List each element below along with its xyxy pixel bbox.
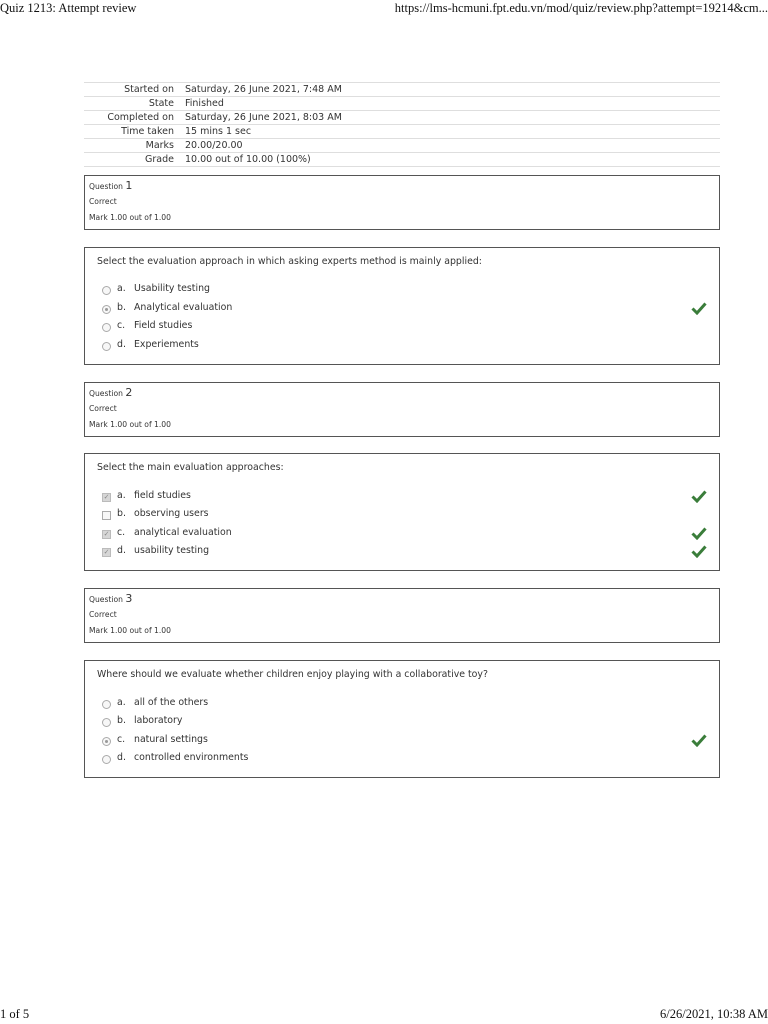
question-state: Correct bbox=[89, 610, 117, 619]
summary-value: 10.00 out of 10.00 (100%) bbox=[185, 153, 720, 167]
option-text: Usability testing bbox=[134, 283, 210, 294]
radio-button-selected[interactable] bbox=[102, 737, 111, 746]
radio-button[interactable] bbox=[102, 700, 111, 709]
question-2-content bbox=[84, 453, 720, 571]
summary-value: 20.00/20.00 bbox=[185, 139, 720, 153]
summary-value: Finished bbox=[185, 97, 720, 111]
option-text: observing users bbox=[134, 508, 209, 519]
answer-option[interactable] bbox=[102, 490, 707, 504]
print-footer bbox=[0, 1007, 768, 1023]
question-1-content bbox=[84, 247, 720, 365]
question-label: Question bbox=[89, 595, 123, 604]
question-prompt: Select the evaluation approach in which asking experts method is mainly applied: bbox=[97, 256, 482, 267]
question-number-value: 1 bbox=[125, 179, 133, 192]
answer-option[interactable] bbox=[102, 339, 707, 353]
answer-option[interactable] bbox=[102, 715, 707, 729]
question-2-info bbox=[84, 382, 720, 437]
question-mark: Mark 1.00 out of 1.00 bbox=[89, 420, 171, 429]
summary-row bbox=[84, 125, 720, 139]
option-text: Analytical evaluation bbox=[134, 302, 233, 313]
question-number bbox=[89, 179, 132, 192]
summary-value: Saturday, 26 June 2021, 7:48 AM bbox=[185, 83, 720, 97]
correct-check-icon bbox=[691, 544, 707, 558]
answer-option[interactable] bbox=[102, 697, 707, 711]
checkbox-checked[interactable] bbox=[102, 493, 111, 502]
option-text: Field studies bbox=[134, 320, 193, 331]
answer-option[interactable] bbox=[102, 734, 707, 748]
page-counter: 1 of 5 bbox=[0, 1007, 30, 1021]
correct-check-icon bbox=[691, 733, 707, 747]
correct-check-icon bbox=[691, 489, 707, 503]
summary-row bbox=[84, 111, 720, 125]
summary-key: Grade bbox=[84, 153, 185, 167]
question-state: Correct bbox=[89, 404, 117, 413]
page-url: https://lms-hcmuni.fpt.edu.vn/mod/quiz/review.php?attempt=19214&cm... bbox=[394, 1, 768, 15]
summary-key: Time taken bbox=[84, 125, 185, 139]
question-3-content bbox=[84, 660, 720, 778]
summary-row bbox=[84, 139, 720, 153]
summary-row bbox=[84, 97, 720, 111]
page-title: Quiz 1213: Attempt review bbox=[0, 1, 137, 15]
radio-button[interactable] bbox=[102, 718, 111, 727]
correct-check-icon bbox=[691, 301, 707, 315]
option-letter: d. bbox=[117, 752, 126, 763]
question-number-value: 3 bbox=[125, 592, 133, 605]
summary-key: Started on bbox=[84, 83, 185, 97]
summary-key: Marks bbox=[84, 139, 185, 153]
option-text: field studies bbox=[134, 490, 191, 501]
question-mark: Mark 1.00 out of 1.00 bbox=[89, 213, 171, 222]
radio-button[interactable] bbox=[102, 323, 111, 332]
summary-row bbox=[84, 83, 720, 97]
option-letter: a. bbox=[117, 283, 126, 294]
option-text: Experiements bbox=[134, 339, 199, 350]
option-text: analytical evaluation bbox=[134, 527, 232, 538]
radio-button[interactable] bbox=[102, 286, 111, 295]
question-label: Question bbox=[89, 389, 123, 398]
option-text: natural settings bbox=[134, 734, 208, 745]
option-text: controlled environments bbox=[134, 752, 249, 763]
option-letter: c. bbox=[117, 734, 126, 745]
question-label: Question bbox=[89, 182, 123, 191]
option-letter: d. bbox=[117, 339, 126, 350]
print-header bbox=[0, 1, 768, 17]
option-letter: d. bbox=[117, 545, 126, 556]
question-prompt: Where should we evaluate whether children enjoy playing with a collaborative toy? bbox=[97, 669, 488, 680]
question-3-info bbox=[84, 588, 720, 643]
answer-option[interactable] bbox=[102, 508, 707, 522]
radio-button-selected[interactable] bbox=[102, 305, 111, 314]
option-letter: b. bbox=[117, 715, 126, 726]
checkbox[interactable] bbox=[102, 511, 111, 520]
option-letter: b. bbox=[117, 302, 126, 313]
checkbox-checked[interactable] bbox=[102, 530, 111, 539]
question-mark: Mark 1.00 out of 1.00 bbox=[89, 626, 171, 635]
answer-option[interactable] bbox=[102, 320, 707, 334]
question-state: Correct bbox=[89, 197, 117, 206]
question-prompt: Select the main evaluation approaches: bbox=[97, 462, 284, 473]
summary-row bbox=[84, 153, 720, 167]
option-text: all of the others bbox=[134, 697, 209, 708]
radio-button[interactable] bbox=[102, 755, 111, 764]
option-letter: a. bbox=[117, 697, 126, 708]
radio-button[interactable] bbox=[102, 342, 111, 351]
checkbox-checked[interactable] bbox=[102, 548, 111, 557]
option-letter: c. bbox=[117, 527, 126, 538]
summary-key: State bbox=[84, 97, 185, 111]
answer-option[interactable] bbox=[102, 283, 707, 297]
attempt-summary-table bbox=[84, 82, 720, 167]
option-letter: b. bbox=[117, 508, 126, 519]
question-number-value: 2 bbox=[125, 386, 133, 399]
option-text: usability testing bbox=[134, 545, 210, 556]
question-number bbox=[89, 592, 132, 605]
answer-option[interactable] bbox=[102, 302, 707, 316]
correct-check-icon bbox=[691, 526, 707, 540]
option-text: laboratory bbox=[134, 715, 183, 726]
question-1-info bbox=[84, 175, 720, 230]
answer-option[interactable] bbox=[102, 527, 707, 541]
option-letter: a. bbox=[117, 490, 126, 501]
answer-option[interactable] bbox=[102, 752, 707, 766]
print-datetime: 6/26/2021, 10:38 AM bbox=[660, 1007, 768, 1021]
answer-option[interactable] bbox=[102, 545, 707, 559]
summary-value: Saturday, 26 June 2021, 8:03 AM bbox=[185, 111, 720, 125]
option-letter: c. bbox=[117, 320, 126, 331]
question-number bbox=[89, 386, 132, 399]
summary-key: Completed on bbox=[84, 111, 185, 125]
summary-value: 15 mins 1 sec bbox=[185, 125, 720, 139]
